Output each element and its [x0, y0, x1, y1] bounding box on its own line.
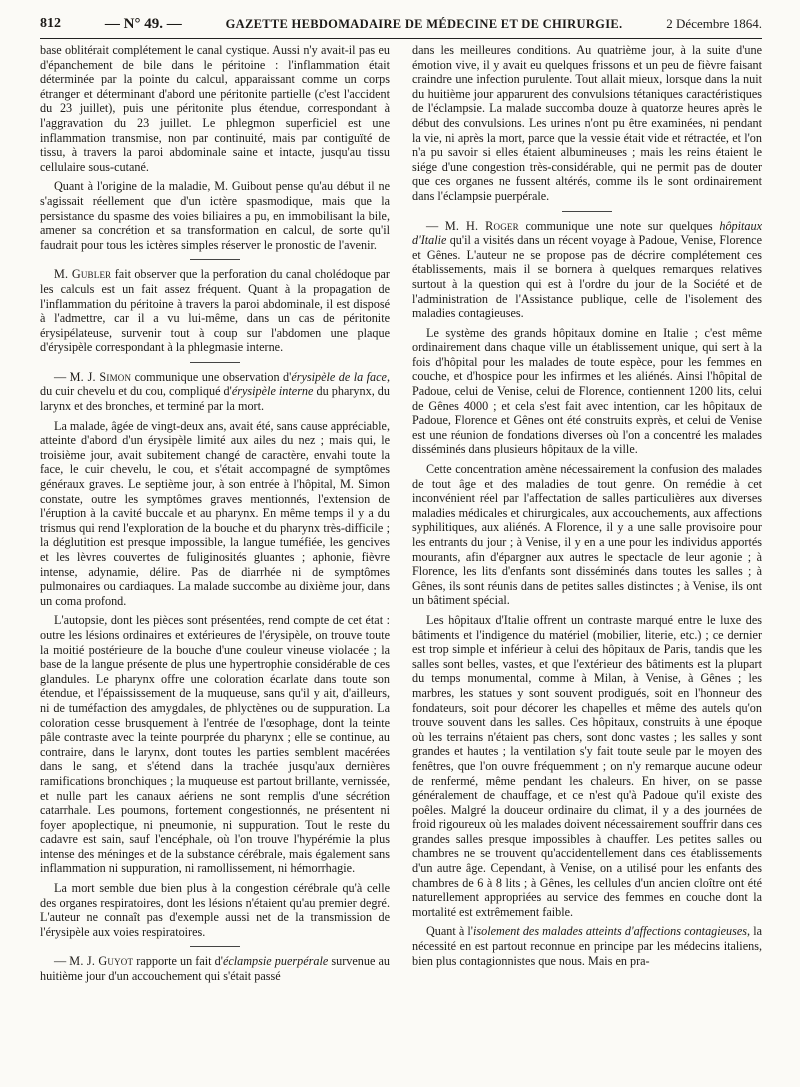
italic-term: hôpitaux d'Italie [412, 218, 762, 248]
speaker-name: M. Gubler [54, 267, 112, 282]
paragraph: Quant à l'origine de la maladie, M. Guibout pense qu'au début il ne s'agissait réellement que d'un ictère spasmodique, mais que la persistance du spasme des voies biliaires a pu, en immobilisant la bile, amener sa concrétion et sa transformation en calcul, de sorte qu'il faudrait pour tous les ictères simples réserver le pronostic de l'avenir. [40, 179, 390, 252]
paragraph-text: qu'il a visités dans un récent voyage à Padoue, Venise, Florence et Gênes. L'auteur ne se propose pas de décrire complétement ces établissements, mais il se bornera à quelques remarques relatives surtout à la question qui est à l'ordre du jour de la Société et de l'administration de l'Assistance publique, celle de l'isolement des maladies contagieuses. [412, 233, 762, 321]
speaker-name: M. H. Roger [444, 218, 519, 233]
paragraph: La malade, âgée de vingt-deux ans, avait été, sans cause appréciable, atteinte d'abord d'un érysipèle limité aux ailes du nez ; mais qui, le troisième jour, avait subitement changé de caractère, envahi toute la face, le cuir chevelu, le cou, et s'était accompagné de symptômes généraux graves. Le septième jour, à son entrée à l'hôpital, M. Simon constate, outre les symptômes graves mentionnés, l'extension de l'éruption à la cavité buccale et au pharynx. En même temps il y a du trismus qui rend l'exploration de la bouche et du pharynx très-difficile ; la déglutition est presque impossible, la langue tuméfiée, les gencives et les lèvres couvertes de fuliginosités gluantes ; aphonie, fièvre intense, adynamie, délire. Pas de diarrhée ni de symptômes pulmonaires ou cardiaques. La malade succombe au dixième jour, dans un coma profond. [40, 418, 390, 608]
paragraph: — M. J. Simon communique une observation d'érysipèle de la face, du cuir chevelu et du cou, compliqué d'érysipèle interne du pharynx, du larynx et des bronches, et terminé par la mort. [40, 369, 390, 414]
paragraph-text: rapporte un fait d' [133, 954, 223, 969]
paragraph: Cette concentration amène nécessairement la confusion des malades de tout âge et des maladies de tout genre. On remédie à cet inconvénient réel par l'affectation de salles particulières aux diverses maladies médicales et chirurgicales, aux accouchements, aux affections syphilitiques, aux aliénés. A Florence, il y a une salle provisoire pour les entrants du jour ; à Venise, il y en a une pour les individus apportés mourants, afin d'épargner aux autres le spectacle de leur agonie ; à Florence, les lits d'enfants sont disséminés dans toutes les salles ; à Gênes, ils sont réunis dans de petites salles distinctes ; à Venise, ils ont un bâtiment spécial. [412, 462, 762, 608]
issue-date: 2 Décembre 1864. [666, 16, 762, 31]
paragraph-text: fait observer que la perforation du canal cholédoque par les calculs est un fait assez fréquent. Quant à la propagation de l'inflammation du péritoine à travers la paroi abdominale, il est disposé à l'admettre, car il a vu lui-même, dans un cas de péritonite érysipélateuse, survenir tout à coup sur l'abdomen une plaque d'érysipèle correspondant à la phlegmasie interne. [40, 267, 390, 355]
paragraph: Les hôpitaux d'Italie offrent un contraste marqué entre le luxe des bâtiments et l'indigence du matériel (mobilier, literie, etc.) ; ce dernier est trop simple et inférieur à celui des hôpitaux de Paris, tandis que les salles sont belles, vastes, et que l'extérieur des bâtiments est la plupart du temps monumental, comme à Milan, à Venise, à Gênes ; les marbres, les statues y sont souvent prodigués, soit en l'honneur des fondateurs, soit pour décorer les chapelles et même des autels qu'on trouve souvent dans les salles. Ces hôpitaux, construits à une époque où les terrains n'étaient pas chers, sont donc vastes ; les salles y sont grandes et hautes ; la ventilation s'y fait toute seule par le moyen des fenêtres, que l'on ouvre fréquemment ; on n'y remarque aucune odeur de renfermé, même pendant les chaleurs. En hiver, on se passe généralement de chauffage, et ce n'est qu'à Padoue qu'il existe des poêles. Malgré la douceur ordinaire du climat, il y a des journées de froid rigoureux où les malades doivent nécessairement souffrir dans ces grandes salles presque impossibles à chauffer. Les petites salles ou chambres ne se trouvent qu'accidentellement dans ces établissements d'un autre âge. Cependant, à Venise, on a utilisé pour les enfants des chambres de 6 à 8 lits ; à Gênes, les cellules d'un ancien cloître ont été naturellement appropriées au service des femmes en couche dont la mortalité est extrêmement faible. [412, 612, 762, 919]
speaker-name: M. J. Guyot [69, 954, 134, 969]
speaker-name: M. J. Simon [69, 369, 132, 384]
paragraph: — M. J. Guyot rapporte un fait d'éclampsie puerpérale survenue au huitième jour d'un accouchement qui s'était passé [40, 954, 390, 984]
paragraph-text: Quant à l' [426, 924, 473, 939]
paragraph-text: , du cuir chevelu et du cou, compliqué d' [40, 369, 390, 399]
italic-term: érysipèle interne [231, 384, 314, 399]
issue-number: — N° 49. — [104, 15, 182, 32]
italic-term: isolement des malades atteints d'affections contagieuses [473, 924, 748, 939]
paragraph: L'autopsie, dont les pièces sont présentées, rend compte de cet état : outre les lésions ordinaires et extérieures de l'érysipèle, on trouve toute la moitié postérieure de la bouche d'une couleur vineuse violacée ; la base de la langue présente de plus une hypertrophie considérable de ces glandules. Le pharynx offre une coloration écarlate dans toute son étendue, et l'épaississement de la muqueuse, sans qu'il y ait, d'ailleurs, ni de tuméfaction des amygdales, de phlyctènes ou de suppuration. La coloration cesse brusquement à l'entrée de l'œsophage, dont la teinte pâle contraste avec la teinte pourprée du pharynx ; elle se continue, au contraire, dans le larynx, dont toutes les parties semblent macérées dans le sang, et s'étend dans la trachée jusqu'aux dernières ramifications bronchiques ; la muqueuse est partout brillante, vernissée, et nulle part les canaux aériens ne sont remplis d'une sécrétion catarrhale. Les poumons, fortement congestionnés, ne présentent ni foyer apoplectique, ni pneumonie, ni suppuration. Tout le reste du cadavre est sain, sauf l'encéphale, où l'on trouve l'hypérémie la plus intense des méninges et de la substance cérébrale, mais également sans inflammation ni suppuration, ni ramollissement, ni hémorrhagie. [40, 613, 390, 876]
journal-title: GAZETTE HEBDOMADAIRE DE MÉDECINE ET DE CHIRURGIE. [225, 16, 623, 31]
article-columns [40, 43, 762, 1087]
paragraph-text: communique une note sur quelques [518, 218, 720, 233]
italic-term: éclampsie puerpérale [222, 954, 329, 969]
left-column [40, 43, 390, 1087]
section-divider [190, 362, 240, 363]
paragraph [412, 924, 762, 968]
paragraph-text: , la nécessité en est partout reconnue en principe par les médecins italiens, bien plus contagionnistes que nous. Mais en pra- [412, 924, 762, 968]
section-divider [190, 946, 240, 947]
paragraph: — M. H. Roger communique une note sur quelques hôpitaux d'Italie qu'il a visités dans un récent voyage à Padoue, Venise, Florence et Gênes. L'auteur ne se propose pas de décrire complétement ces établissements, mais il se bornera à quelques remarques relatives surtout à la question qui est à l'ordre du jour de la Société et de l'administration de l'Assistance publique, celle de l'isolement des maladies contagieuses. [412, 218, 762, 321]
paragraph: Le système des grands hôpitaux domine en Italie ; c'est même ordinairement dans chaque ville un établissement unique, qui sert à la fois d'hôpital pour les malades de toute espèce, pour les femmes en couche, et d'hospice pour les infirmes et les aliénés. Ainsi l'hôpital de Padoue, celui de Venise, celui de Florence, contiennent 1200 lits, celui de Gênes 4000 ; et cela s'est fait avec intention, car les hôpitaux de Padoue, Florence et Gênes ont été construits exprès, et celui de Venise est une réunion de fondations diverses où l'on a concentré les malades disséminés dans plusieurs hôpitaux de la ville. [412, 325, 762, 457]
paragraph: base oblitérait complétement le canal cystique. Aussi n'y avait-il pas eu d'épanchement de bile dans le péritoine : l'inflammation était déterminée par la pointe du calcul, apparaissant comme un corps étranger et déterminant d'abord une péritonite partielle (c'est l'accident du 23 juillet), puis une péritonite plus étendue, correspondant à l'aggravation du 23 juillet. Le phlegmon superficiel est une inflammation transmise, non par continuité, mais par contiguïté de tissu, à travers la paroi abdominale saine et intacte, jusqu'au tissu cellulaire sous-cutané. [40, 43, 390, 174]
section-divider [190, 259, 240, 260]
header-rule [40, 38, 762, 39]
page-header [40, 12, 762, 36]
section-divider [562, 211, 612, 212]
page-number: 812 [40, 16, 61, 31]
paragraph: La mort semble due bien plus à la congestion cérébrale qu'à celle des organes respiratoires, dont les lésions n'étaient qu'au premier degré. L'auteur ne connaît pas d'exemple aussi net de la transmission de l'érysipèle aux voies respiratoires. [40, 881, 390, 939]
paragraph: dans les meilleures conditions. Au quatrième jour, à la suite d'une émotion vive, il y avait eu quelques frissons et un peu de fièvre faisant craindre une infection purulente. Tout allait mieux, lorsque dans la nuit du huitième jour apparurent des convulsions tétaniques caractéristiques de l'éclampsie. La malade succomba douze à quatorze heures après le début des convulsions. Les urines n'ont pu être examinées, ni pendant la vie, ni après la mort, parce que la vessie était vide et rétractée, et l'on n'a pu savoir si elles étaient albumineuses ; mais les reins étaient le siége d'une congestion très-considérable, qui ne permit pas de douter que ces organes ne fussent altérés, comme ils le sont ordinairement dans l'éclampsie puerpérale. [412, 43, 762, 203]
right-column [412, 43, 762, 1087]
paragraph-text: communique une observation d' [131, 369, 292, 384]
italic-term: érysipèle de la face [291, 369, 387, 384]
paragraph-text: survenue au huitième jour d'un accouchement qui s'était passé [40, 954, 390, 984]
paragraph-text: du pharynx, du larynx et des bronches, et terminé par la mort. [40, 384, 390, 414]
paragraph [40, 267, 390, 355]
